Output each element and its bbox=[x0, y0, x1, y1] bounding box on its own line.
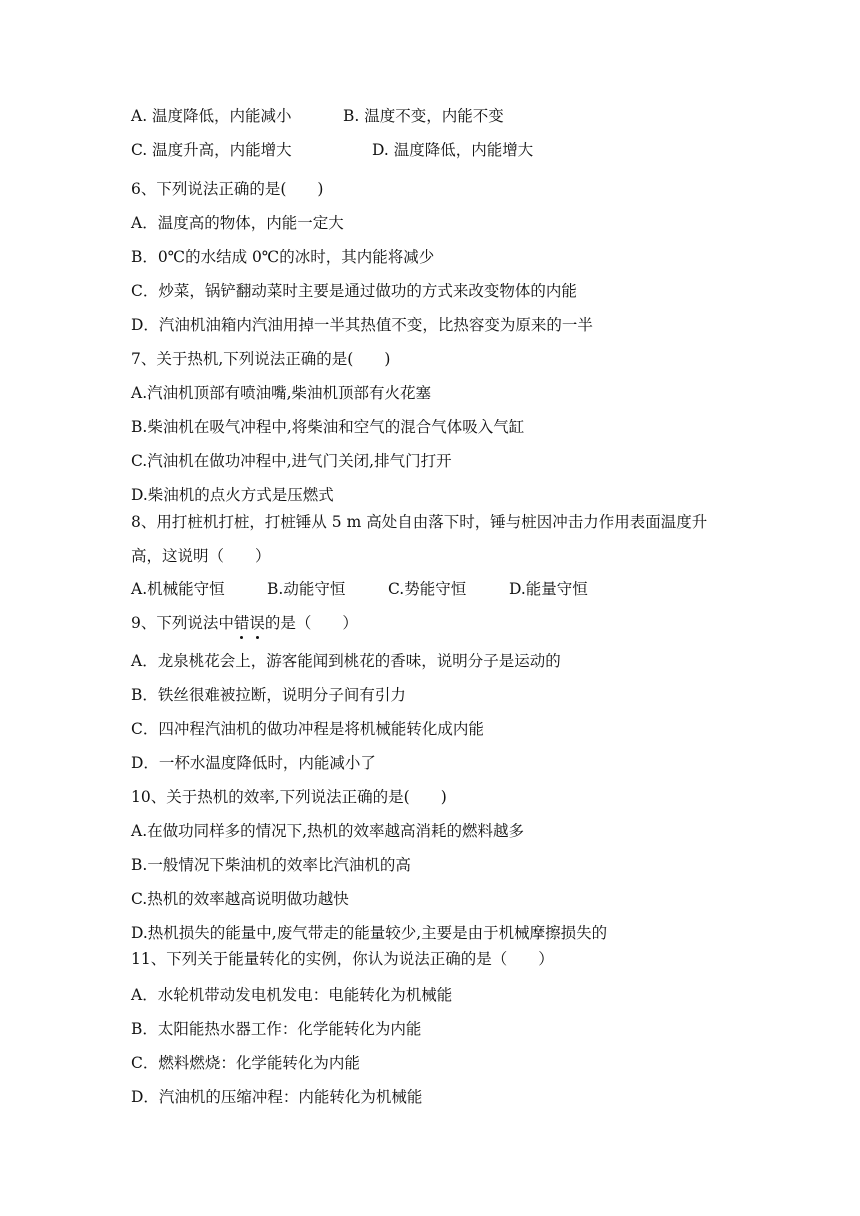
q10-option-c: C.热机的效率越高说明做功越快 bbox=[131, 890, 349, 908]
q5-option-d: D. 温度降低，内能增大 bbox=[372, 141, 534, 159]
q7-option-c: C.汽油机在做功冲程中,进气门关闭,排气门打开 bbox=[131, 452, 452, 470]
q7-option-b: B.柴油机在吸气冲程中,将柴油和空气的混合气体吸入气缸 bbox=[131, 418, 525, 436]
q9-stem-before: 9、下列说法中 bbox=[131, 614, 234, 632]
q10-option-a: A.在做功同样多的情况下,热机的效率越高消耗的燃料越多 bbox=[131, 822, 525, 840]
q6-option-a: A．温度高的物体，内能一定大 bbox=[131, 214, 344, 232]
q8-stem: 8、用打桩机打桩，打桩锤从 5 m 高处自由落下时，锤与桩因冲击力作用表面温度升高，这说明（ ） bbox=[131, 513, 708, 565]
q7-option-a: A.汽油机顶部有喷油嘴,柴油机顶部有火花塞 bbox=[131, 384, 432, 402]
q9-stem-emphasis-2: 误 bbox=[249, 614, 265, 632]
q8-option-c: C.势能守恒 bbox=[388, 580, 467, 598]
q10-stem: 10、关于热机的效率,下列说法正确的是( ) bbox=[131, 788, 447, 806]
q7-option-d: D.柴油机的点火方式是压燃式 bbox=[131, 486, 334, 504]
q10-option-b: B.一般情况下柴油机的效率比汽油机的高 bbox=[131, 856, 411, 874]
q9-stem-emphasis-1: 错 bbox=[233, 614, 250, 632]
q9-option-a: A．龙泉桃花会上，游客能闻到桃花的香味，说明分子是运动的 bbox=[131, 652, 561, 670]
q9-stem bbox=[131, 613, 358, 633]
q5-option-a: A. 温度降低，内能减小 bbox=[131, 107, 292, 125]
q5-option-c: C. 温度升高，内能增大 bbox=[131, 141, 292, 159]
q11-stem: 11、下列关于能量转化的实例，你认为说法正确的是（ ） bbox=[131, 950, 554, 968]
q8-option-d: D.能量守恒 bbox=[509, 580, 588, 598]
q6-option-c: C．炒菜，锅铲翻动菜时主要是通过做功的方式来改变物体的内能 bbox=[131, 282, 577, 300]
q9-option-c: C．四冲程汽油机的做功冲程是将机械能转化成内能 bbox=[131, 720, 484, 738]
q5-options-row-2 bbox=[131, 140, 533, 160]
q6-option-d: D．汽油机油箱内汽油用掉一半其热值不变，比热容变为原来的一半 bbox=[131, 316, 593, 334]
q11-option-a: A．水轮机带动发电机发电：电能转化为机械能 bbox=[131, 986, 453, 1004]
q5-option-b: B. 温度不变，内能不变 bbox=[343, 107, 504, 125]
q9-option-b: B．铁丝很难被拉断，说明分子间有引力 bbox=[131, 686, 406, 704]
q8-options-row bbox=[131, 579, 588, 599]
q7-stem: 7、关于热机,下列说法正确的是( ) bbox=[131, 350, 391, 368]
q5-options-row-1 bbox=[131, 106, 504, 126]
q9-option-d: D．一杯水温度降低时，内能减小了 bbox=[131, 754, 376, 772]
q6-stem: 6、下列说法正确的是( ) bbox=[131, 180, 324, 198]
q11-option-d: D．汽油机的压缩冲程：内能转化为机械能 bbox=[131, 1088, 423, 1106]
q11-option-b: B．太阳能热水器工作：化学能转化为内能 bbox=[131, 1020, 422, 1038]
q8-option-a: A.机械能守恒 bbox=[131, 580, 225, 598]
q11-option-c: C．燃料燃烧：化学能转化为内能 bbox=[131, 1054, 360, 1072]
q8-option-b: B.动能守恒 bbox=[267, 580, 346, 598]
q10-option-d: D.热机损失的能量中,废气带走的能量较少,主要是由于机械摩擦损失的 bbox=[131, 924, 608, 942]
q6-option-b: B．0℃的水结成 0℃的冰时，其内能将减少 bbox=[131, 248, 435, 266]
q9-stem-after: 的是（ ） bbox=[264, 614, 358, 632]
